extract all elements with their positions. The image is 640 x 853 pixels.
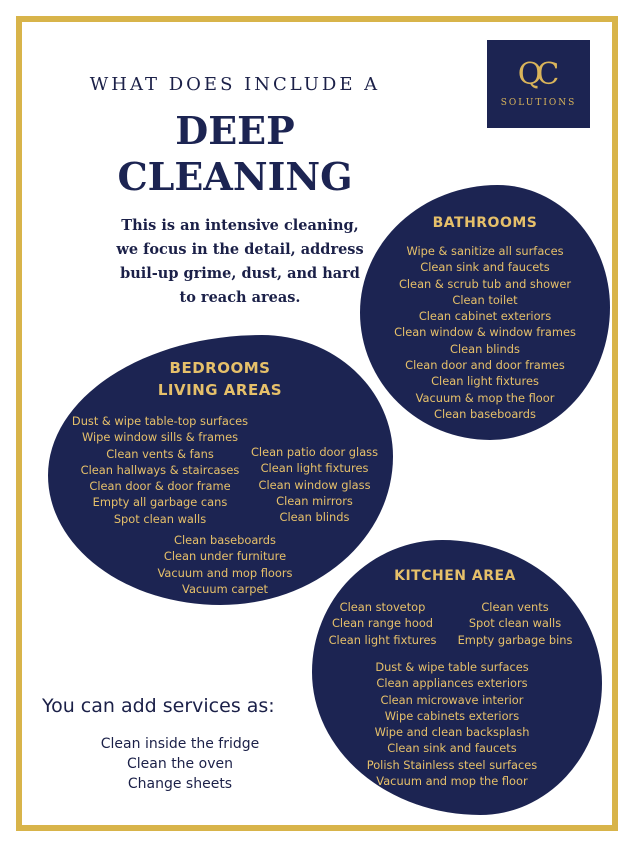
list-item: Clean vents & fans	[106, 446, 214, 461]
list-item: Wipe and clean backsplash	[374, 725, 530, 740]
main-title	[85, 108, 385, 200]
list-item: Clean hallways & staircases	[80, 462, 240, 477]
list-item: Empty garbage bins	[457, 632, 573, 647]
list-item: Clean the oven	[127, 756, 233, 772]
bedrooms-left-list	[60, 413, 260, 527]
list-item: Clean range hood	[331, 616, 434, 631]
bedrooms-right-list	[242, 444, 387, 525]
addons-title: You can add services as:	[42, 695, 275, 717]
list-item: Empty all garbage cans	[92, 495, 228, 510]
list-item: Clean door & door frame	[89, 479, 231, 494]
logo-mark: QC	[517, 57, 554, 92]
list-item: Clean mirrors	[276, 493, 353, 508]
list-item: Clean window & window frames	[394, 325, 576, 340]
list-item: Vacuum and mop the floor	[376, 774, 528, 789]
list-item: Clean door and door frames	[405, 358, 565, 373]
list-item: Vacuum & mop the floor	[415, 390, 555, 405]
list-item: Clean light fixtures	[328, 632, 437, 647]
list-item: Wipe window sills & frames	[81, 430, 239, 445]
list-item: Clean inside the fridge	[100, 736, 260, 752]
intro-line: This is an intensive cleaning,	[121, 217, 359, 234]
list-item: Clean blinds	[279, 510, 350, 525]
kitchen-title: KITCHEN AREA	[394, 568, 516, 584]
kitchen-bottom-list	[352, 659, 552, 789]
list-item: Dust & wipe table-top surfaces	[71, 414, 249, 428]
bedrooms-bottom-list	[140, 532, 310, 597]
bedrooms-title	[120, 357, 320, 401]
list-item: Clean patio door glass	[250, 445, 379, 459]
list-item: Clean vents	[481, 600, 549, 614]
bathrooms-title: BATHROOMS	[432, 215, 538, 231]
list-item: Clean microwave interior	[380, 692, 524, 707]
list-item: Wipe & sanitize all surfaces	[406, 244, 564, 258]
list-item: Spot clean walls	[468, 616, 562, 631]
addons-list	[60, 734, 300, 794]
list-item: Wipe cabinets exteriors	[384, 708, 520, 723]
list-item: Clean stovetop	[339, 600, 426, 614]
list-item: Dust & wipe table surfaces	[375, 660, 529, 674]
list-item: Clean toilet	[452, 292, 518, 307]
list-item: Clean blinds	[450, 341, 520, 356]
list-item: Clean sink and faucets	[387, 741, 517, 756]
list-item: Clean & scrub tub and shower	[398, 276, 572, 291]
kitchen-left-list	[320, 599, 445, 648]
list-item: Clean window glass	[258, 477, 371, 492]
list-item: Clean cabinet exteriors	[418, 309, 552, 324]
intro-line: buil-up grime, dust, and hard	[120, 265, 360, 282]
bathrooms-list	[370, 243, 600, 422]
bedrooms-title-line-1: BEDROOMS	[169, 359, 271, 377]
bedrooms-title-line-2: LIVING AREAS	[157, 381, 283, 399]
kicker-heading: WHAT DOES INCLUDE A	[89, 74, 381, 95]
intro-line: to reach areas.	[179, 289, 301, 306]
list-item: Change sheets	[127, 776, 233, 792]
title-line-2: CLEANING	[117, 154, 353, 199]
list-item: Clean sink and faucets	[420, 260, 550, 275]
logo-subtitle: SOLUTIONS	[500, 98, 577, 108]
list-item: Clean baseboards	[174, 533, 276, 547]
title-line-1: DEEP	[175, 108, 295, 153]
list-item: Clean light fixtures	[260, 461, 369, 476]
list-item: Clean light fixtures	[431, 374, 539, 389]
list-item: Spot clean walls	[113, 511, 207, 526]
kitchen-right-list	[450, 599, 580, 648]
company-logo	[487, 40, 590, 128]
list-item: Vacuum carpet	[182, 581, 268, 596]
list-item: Clean under furniture	[163, 549, 287, 564]
intro-line: we focus in the detail, address	[116, 241, 364, 258]
list-item: Vacuum and mop floors	[157, 565, 293, 580]
list-item: Clean appliances exteriors	[376, 676, 528, 691]
list-item: Polish Stainless steel surfaces	[366, 757, 538, 772]
list-item: Clean baseboards	[434, 406, 536, 421]
intro-paragraph	[95, 214, 385, 310]
